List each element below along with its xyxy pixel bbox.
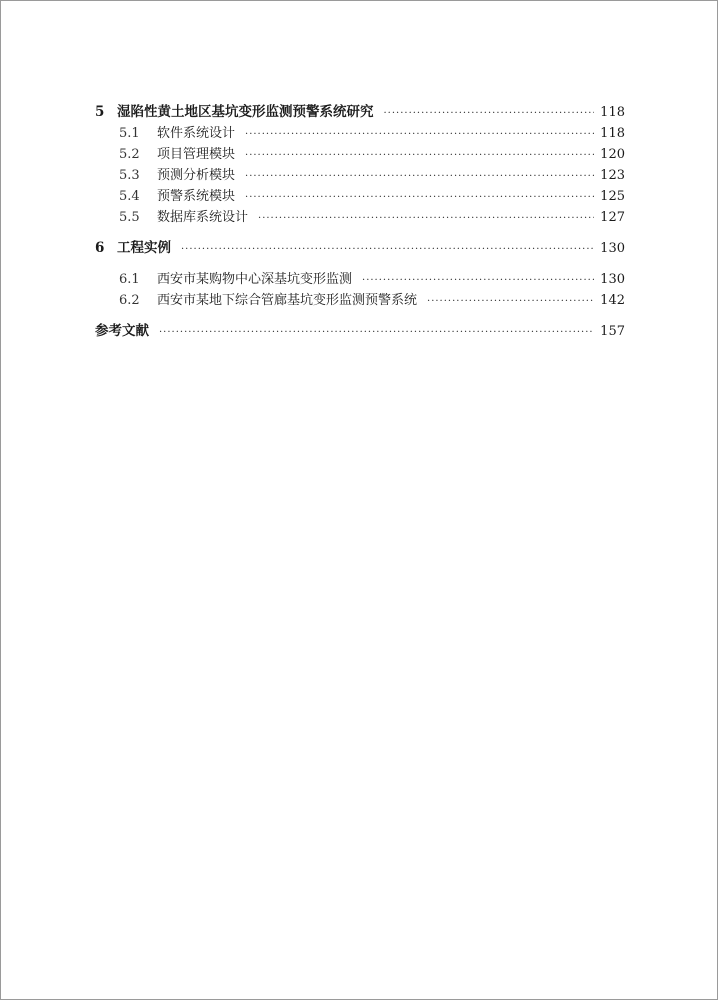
toc-page-number: 142: [600, 293, 625, 308]
table-of-contents: [95, 102, 625, 342]
toc-page-number: 127: [600, 210, 625, 225]
toc-leader-dots: [258, 208, 594, 229]
toc-page-number: 125: [600, 189, 625, 204]
toc-leader-dots: [427, 291, 594, 312]
toc-page-number: 118: [600, 105, 625, 120]
toc-page-number: 120: [600, 147, 625, 162]
toc-chapter-6[interactable]: [95, 238, 625, 259]
toc-title: 预警系统模块: [157, 189, 236, 204]
toc-number: 5.1: [119, 126, 140, 141]
toc-section-6-1[interactable]: [95, 269, 625, 290]
toc-number: 5.5: [119, 210, 140, 225]
toc-title: 西安市某购物中心深基坑变形监测: [157, 272, 353, 287]
toc-number: 5.4: [119, 189, 140, 204]
toc-leader-dots: [245, 166, 594, 187]
toc-title: 数据库系统设计: [157, 210, 249, 225]
toc-section-5-2[interactable]: [95, 144, 625, 165]
toc-number: 6.2: [119, 293, 140, 308]
toc-leader-dots: [245, 124, 594, 145]
toc-page-number: 130: [600, 272, 625, 287]
toc-number: 5: [95, 104, 105, 120]
toc-title: 软件系统设计: [157, 126, 236, 141]
toc-leader-dots: [384, 103, 595, 124]
toc-section-5-4[interactable]: [95, 186, 625, 207]
toc-section-6-2[interactable]: [95, 290, 625, 311]
toc-leader-dots: [159, 322, 594, 343]
toc-references[interactable]: [95, 321, 625, 342]
toc-title: 参考文献: [95, 323, 149, 339]
toc-title: 项目管理模块: [157, 147, 236, 162]
toc-page-number: 118: [600, 126, 625, 141]
toc-title: 预测分析模块: [157, 168, 236, 183]
toc-chapter-5[interactable]: [95, 102, 625, 123]
toc-leader-dots: [362, 270, 594, 291]
toc-section-5-5[interactable]: [95, 207, 625, 228]
toc-number: 6: [95, 240, 105, 256]
toc-page-number: 123: [600, 168, 625, 183]
toc-page-number: 157: [600, 324, 625, 339]
toc-number: 5.3: [119, 168, 140, 183]
toc-title: 工程实例: [117, 240, 171, 256]
toc-section-5-1[interactable]: [95, 123, 625, 144]
toc-section-5-3[interactable]: [95, 165, 625, 186]
toc-number: 6.1: [119, 272, 140, 287]
toc-title: 湿陷性黄土地区基坑变形监测预警系统研究: [117, 104, 374, 120]
toc-page-number: 130: [600, 241, 625, 256]
toc-number: 5.2: [119, 147, 140, 162]
toc-leader-dots: [245, 145, 594, 166]
toc-leader-dots: [181, 239, 594, 260]
toc-title: 西安市某地下综合管廊基坑变形监测预警系统: [157, 293, 418, 308]
toc-leader-dots: [245, 187, 594, 208]
